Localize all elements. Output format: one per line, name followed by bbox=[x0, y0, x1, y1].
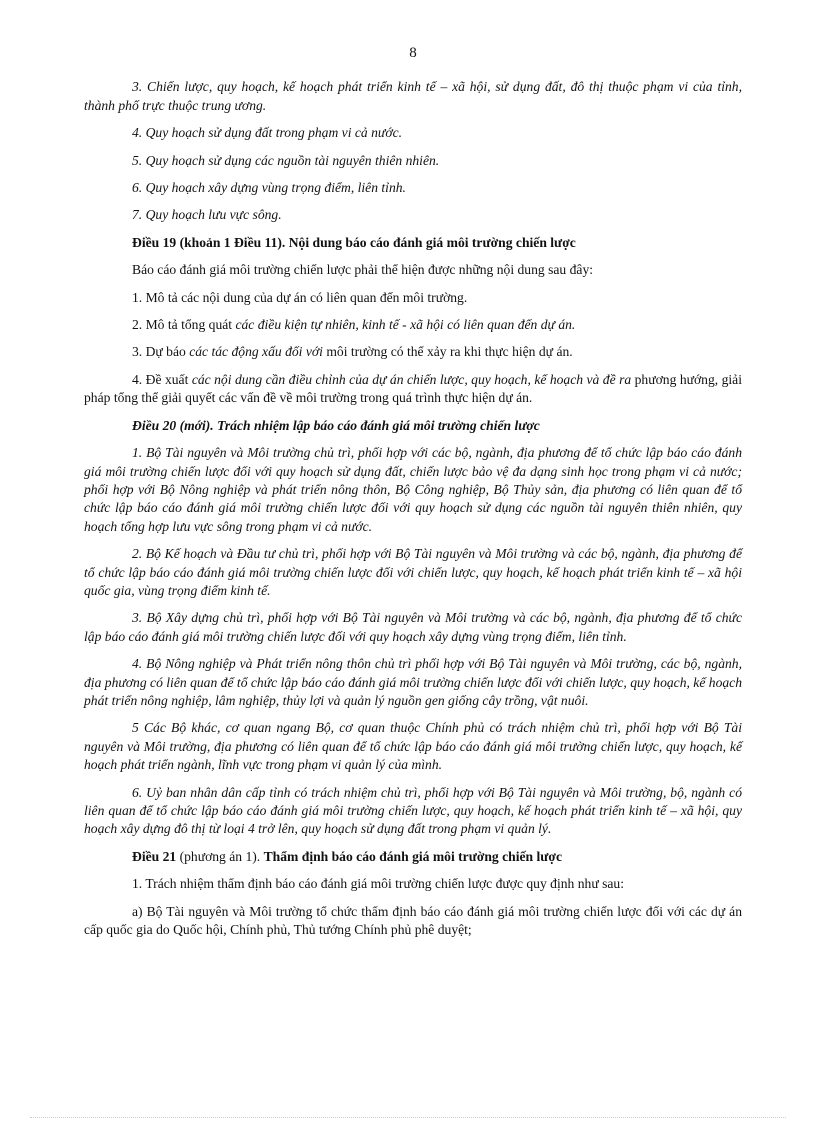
article-20-clause-3: 3. Bộ Xây dựng chủ trì, phối hợp với Bộ Tài nguyên và Môi trường và các bộ, ngành, địa phương để tổ chức lập báo cáo đánh giá môi trường chiến lược đối với quy hoạch xây dựng vùng trọng điểm, liên tỉnh. bbox=[84, 610, 742, 644]
article-21-number: Điều 21 bbox=[132, 848, 177, 864]
clause-3-tail: môi trường có thể xảy ra khi thực hiện dự án. bbox=[322, 344, 573, 360]
list-item-6: 6. Quy hoạch xây dựng vùng trọng điểm, liên tỉnh. bbox=[132, 180, 406, 196]
article-21-title: Thẩm định báo cáo đánh giá môi trường chiến lược bbox=[263, 848, 562, 864]
article-21-variant: (phương án 1). bbox=[176, 848, 264, 864]
clause-4-tail: phương hướng, giải pháp tổng thể giải quyết các vấn đề về môi trường trong quá trình thực hiện dự án. bbox=[84, 371, 742, 406]
article-19-clause-3 bbox=[84, 343, 742, 361]
article-19-clause-4 bbox=[84, 371, 742, 408]
article-19-clause-2 bbox=[84, 316, 742, 334]
list-item-5: 5. Quy hoạch sử dụng các nguồn tài nguyên thiên nhiên. bbox=[132, 152, 440, 168]
clause-3-italic: các tác động xấu đối với bbox=[189, 344, 323, 360]
article-20-clause-2: 2. Bộ Kế hoạch và Đầu tư chủ trì, phối hợp với Bộ Tài nguyên và Môi trường và các bộ, ngành, địa phương để tổ chức lập báo cáo đánh giá môi trường chiến lược đối với chiến lược, quy hoạch, kế hoạch phát triển kinh tế – xã hội quốc gia, vùng trọng điểm kinh tế. bbox=[84, 546, 742, 598]
article-19-heading: Điều 19 (khoản 1 Điều 11). Nội dung báo cáo đánh giá môi trường chiến lược bbox=[132, 234, 576, 250]
article-19-intro: Báo cáo đánh giá môi trường chiến lược phải thể hiện được những nội dung sau đây: bbox=[132, 262, 594, 278]
article-20-clause-5: 5 Các Bộ khác, cơ quan ngang Bộ, cơ quan thuộc Chính phủ có trách nhiệm chủ trì, phối hợp với Bộ Tài nguyên và Môi trường, địa phương có liên quan để tổ chức lập báo cáo đánh giá môi trường chiến lược, quy hoạch, kế hoạch phát triển ngành, lĩnh vực trong phạm vi quản lý của mình. bbox=[84, 720, 742, 773]
document-page bbox=[84, 44, 742, 948]
article-21-heading bbox=[84, 848, 742, 866]
clause-4-italic: các nội dung cần điều chỉnh của dự án chiến lược, quy hoạch, kế hoạch và đề ra bbox=[191, 371, 632, 387]
clause-2-lead: 2. Mô tả tổng quát bbox=[132, 317, 236, 333]
clause-2-italic: các điều kiện tự nhiên, kinh tế - xã hội có liên quan đến dự án. bbox=[235, 317, 576, 333]
article-20-clause-1: 1. Bộ Tài nguyên và Môi trường chủ trì, phối hợp với các bộ, ngành, địa phương để tổ chức lập báo cáo đánh giá môi trường chiến lược đối với quy hoạch sử dụng đất, chiến lược bảo vệ đa dạng sinh học trong phạm vi cả nước; phối hợp với Bộ Nông nghiệp và phát triển nông thôn, Bộ Công nghiệp, Bộ Thủy sản, địa phương có liên quan để tổ chức lập báo cáo đánh giá môi trường chiến lược đối với quy hoạch sử dụng các nguồn tài nguyên thiên nhiên, quy hoạch tổng hợp lưu vực sông trong phạm vi cả nước. bbox=[84, 445, 742, 534]
page-bottom-divider bbox=[30, 1117, 786, 1118]
clause-3-lead: 3. Dự báo bbox=[132, 344, 190, 360]
article-20-clause-6: 6. Uỷ ban nhân dân cấp tỉnh có trách nhiệm chủ trì, phối hợp với Bộ Tài nguyên và Môi trường, bộ, ngành có liên quan để tổ chức lập báo cáo đánh giá môi trường chiến lược, quy hoạch, kế hoạch phát triển kinh tế – xã hội, quy hoạch xây dựng đô thị từ loại 4 trở lên, quy hoạch sử dụng đất trong phạm vi quản lý. bbox=[84, 784, 742, 837]
list-item-3: 3. Chiến lược, quy hoạch, kế hoạch phát triển kinh tế – xã hội, sử dụng đất, đô thị thuộc phạm vi của tỉnh, thành phố trực thuộc trung ương. bbox=[84, 79, 742, 113]
article-20-heading: Điều 20 (mới). Trách nhiệm lập báo cáo đánh giá môi trường chiến lược bbox=[132, 417, 540, 433]
article-21-clause-1a: a) Bộ Tài nguyên và Môi trường tổ chức thẩm định báo cáo đánh giá môi trường chiến lược đối với các dự án cấp quốc gia do Quốc hội, Chính phủ, Thủ tướng Chính phủ phê duyệt; bbox=[84, 903, 742, 938]
article-19-clause-1: 1. Mô tả các nội dung của dự án có liên quan đến môi trường. bbox=[132, 289, 468, 305]
article-21-clause-1: 1. Trách nhiệm thẩm định báo cáo đánh giá môi trường chiến lược được quy định như sau: bbox=[132, 876, 624, 892]
list-item-4: 4. Quy hoạch sử dụng đất trong phạm vi cả nước. bbox=[132, 125, 403, 141]
list-item-7: 7. Quy hoạch lưu vực sông. bbox=[132, 207, 282, 223]
article-20-clause-4: 4. Bộ Nông nghiệp và Phát triển nông thôn chủ trì phối hợp với Bộ Tài nguyên và Môi trường, các bộ, ngành, địa phương có liên quan để tổ chức lập báo cáo đánh giá môi trường chiến lược đối với chiến lược, quy hoạch, kế hoạch phát triển nông nghiệp, lâm nghiệp, thủy lợi và quản lý nguồn gen giống cây trồng, vật nuôi. bbox=[84, 656, 742, 708]
page-number: 8 bbox=[409, 45, 417, 61]
clause-4-lead: 4. Đề xuất bbox=[132, 371, 192, 387]
